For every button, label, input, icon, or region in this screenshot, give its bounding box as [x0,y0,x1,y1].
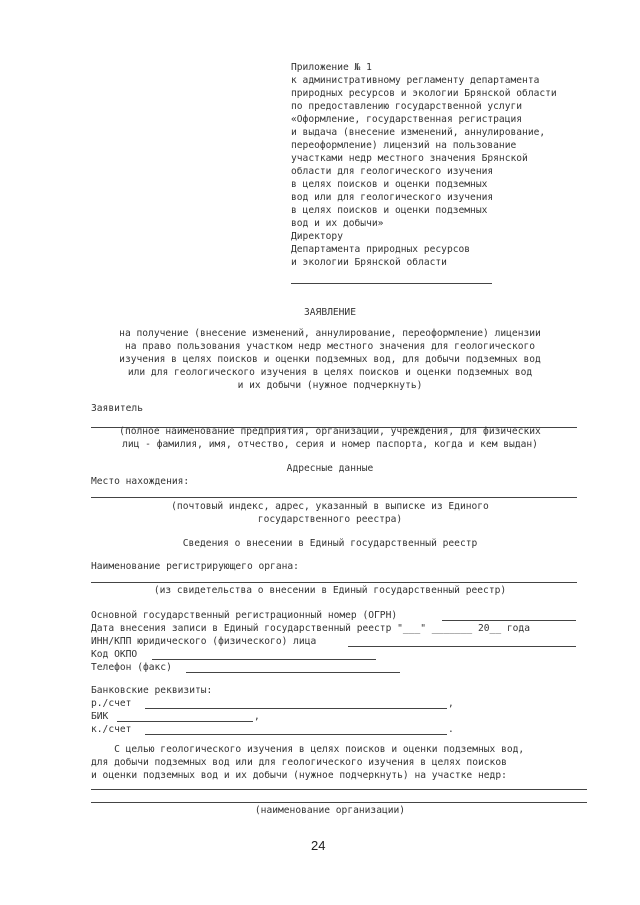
appendix-line: по предоставлению государственной услуги [291,101,523,112]
addressee-signature-line[interactable] [291,283,492,284]
account-field-line[interactable] [145,708,447,709]
okpo-label: Код ОКПО [91,649,138,660]
corr-account-period: . [448,724,454,735]
statement-line: изучения в целях поисков и оценки подземных вод, для добычи подземных вод [119,354,541,365]
appendix-line: в целях поисков и оценки подземных [291,179,488,190]
page-number: 24 [311,838,326,853]
addressee-line: Департамента природных ресурсов [291,244,471,255]
purpose-line: и оценки подземных вод и их добычи (нужное подчеркнуть) на участке недр: [91,770,507,781]
phone-field-line[interactable] [186,672,400,673]
appendix-line: в целях поисков и оценки подземных [291,205,488,216]
ogrn-field-line[interactable] [442,620,576,621]
applicant-label: Заявитель [91,403,143,414]
appendix-line: участками недр местного значения Брянской [291,153,528,164]
appendix-line: области для геологического изучения [291,166,494,177]
organization-field-line[interactable] [91,802,587,803]
purpose-line: С целью геологического изучения в целях поисков и оценки подземных вод, [91,744,525,755]
applicant-hint: лиц - фамилия, имя, отчество, серия и номер паспорта, когда и кем выдан) [122,439,538,450]
corr-account-field-line[interactable] [145,734,447,735]
bik-field-line[interactable] [117,721,253,722]
organ-hint: (из свидетельства о внесении в Единый государственный реестр) [153,585,507,596]
date-label: Дата внесения записи в Единый государственный реестр "___" _______ 20__ года [91,623,530,634]
applicant-hint: (полное наименование предприятия, организации, учреждения, для физических [119,426,541,437]
organ-label: Наименование регистрирующего органа: [91,561,299,572]
purpose-line: для добычи подземных вод или для геологического изучения в целях поисков [91,757,507,768]
registry-heading: Сведения о внесении в Единый государственный реестр [182,538,478,549]
corr-account-label: к./счет [91,724,132,735]
organization-hint: (наименование организации) [254,805,406,816]
appendix-line: вод и их добычи» [291,218,384,229]
phone-label: Телефон (факс) [91,662,172,673]
inn-label: ИНН/КПП юридического (физического) лица [91,636,317,647]
appendix-line: «Оформление, государственная регистрация [291,114,523,125]
organ-field-line[interactable] [91,582,577,583]
bik-label: БИК [91,711,109,722]
addressee-line: и экологии Брянской области [291,257,447,268]
appendix-line: вод или для геологического изучения [291,192,494,203]
bik-comma: , [254,711,260,722]
address-hint: (почтовый индекс, адрес, указанный в выписке из Единого [171,501,489,512]
address-heading: Адресные данные [286,463,374,474]
statement-line: на получение (внесение изменений, аннулирование, переоформление) лицензии [119,328,541,339]
appendix-line: к административному регламенту департамента [291,75,540,86]
appendix-title: Приложение № 1 [291,62,372,73]
okpo-field-line[interactable] [152,659,376,660]
statement-line: и их добычи (нужное подчеркнуть) [237,380,423,391]
bank-heading: Банковские реквизиты: [91,685,213,696]
ogrn-label: Основной государственный регистрационный номер (ОГРН) [91,610,398,621]
statement-line: на право пользования участком недр местного значения для геологического [124,341,536,352]
addressee-line: Директору [291,231,343,242]
site-field-line[interactable] [91,789,587,790]
inn-field-line[interactable] [348,646,576,647]
account-comma: , [448,698,454,709]
statement-heading: ЗАЯВЛЕНИЕ [304,307,356,318]
address-hint: государственного реестра) [257,514,403,525]
location-field-line[interactable] [91,497,577,498]
appendix-line: и выдача (внесение изменений, аннулирование, [291,127,546,138]
account-label: р./счет [91,698,132,709]
location-label: Место нахождения: [91,476,190,487]
statement-line: или для геологического изучения в целях поисков и оценки подземных вод [127,367,533,378]
appendix-line: переоформление) лицензий на пользование [291,140,517,151]
appendix-line: природных ресурсов и экологии Брянской области [291,88,557,99]
